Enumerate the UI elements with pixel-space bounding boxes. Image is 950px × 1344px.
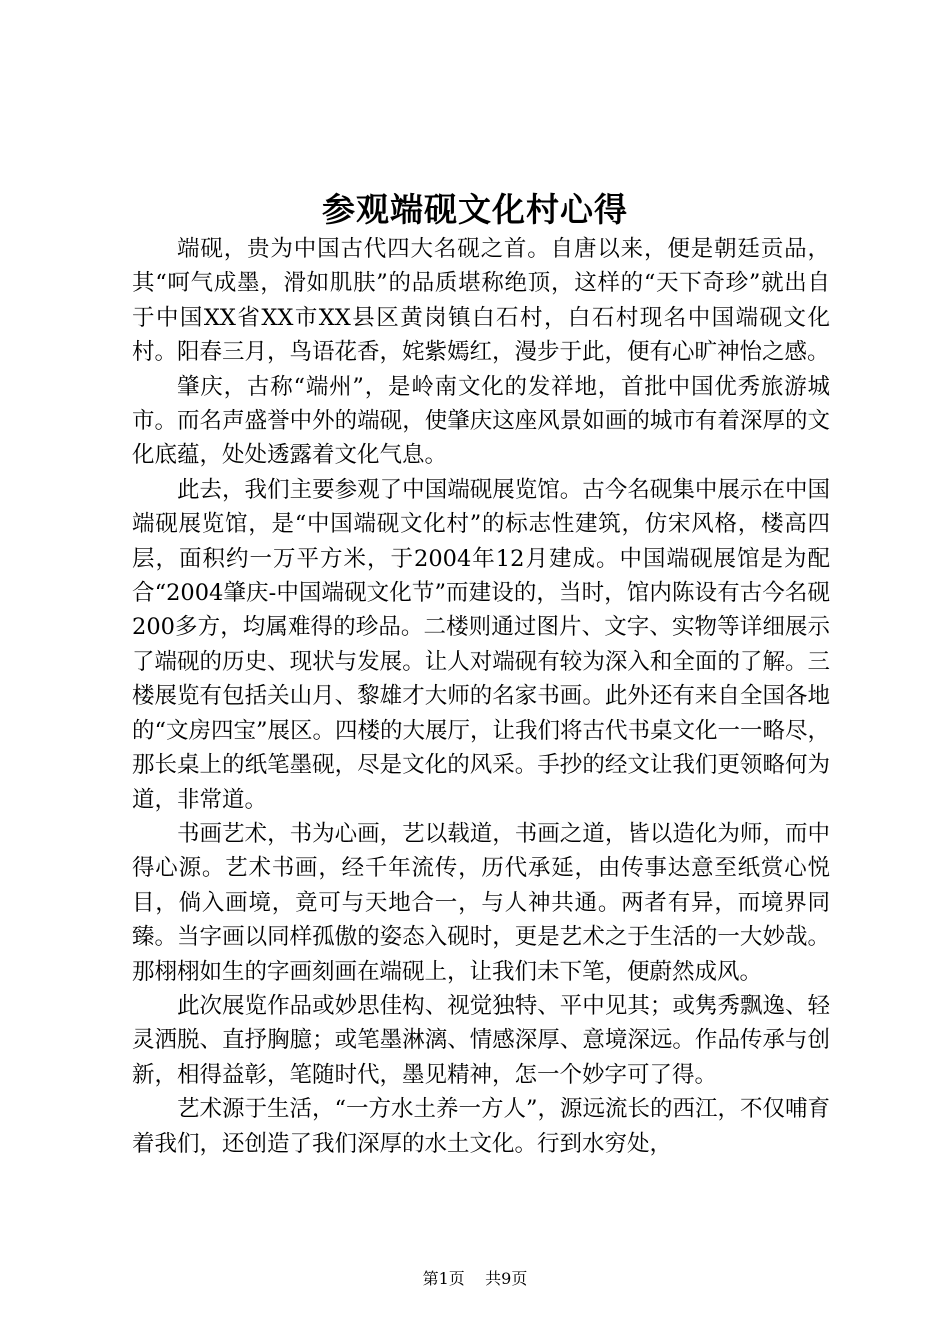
paragraph: 肇庆，古称“端州”，是岭南文化的发祥地，首批中国优秀旅游城市。而名声盛誉中外的端砚，使肇庆这座风景如画的城市有着深厚的文化底蕴，处处透露着文化气息。	[132, 373, 830, 469]
document-title: 参观端砚文化村心得	[322, 190, 628, 229]
paragraph: 此次展览作品或妙思佳构、视觉独特、平中见其；或隽秀飘逸、轻灵洒脱、直抒胸臆；或笔墨淋漓、情感深厚、意境深远。作品传承与创新，相得益彰，笔随时代，墨见精神，怎一个妙字可了得。	[132, 992, 830, 1088]
page-total: 共9页	[485, 1269, 528, 1288]
paragraph: 书画艺术，书为心画，艺以载道，书画之道，皆以造化为师，而中得心源。艺术书画，经千年流传，历代承延，由传事达意至纸赏心悦目，倘入画境，竟可与天地合一，与人神共通。两者有异，而境界同臻。当字画以同样孤傲的姿态入砚时，更是艺术之于生活的一大妙哉。那栩栩如生的字画刻画在端砚上，让我们未下笔，便蔚然成风。	[132, 820, 830, 985]
paragraph: 艺术源于生活，“一方水土养一方人”，源远流长的西江，不仅哺育着我们，还创造了我们深厚的水土文化。行到水穷处，	[132, 1096, 831, 1157]
paragraph: 端砚，贵为中国古代四大名砚之首。自唐以来，便是朝廷贡品，其“呵气成墨，滑如肌肤”的品质堪称绝顶，这样的“天下奇珍”就出自于中国XX省XX市XX县区黄岗镇白石村，白石村现名中国端砚文化村。阳春三月，鸟语花香，姹紫嫣红，漫步于此，便有心旷神怡之感。	[132, 236, 830, 366]
page-spacer	[470, 1269, 480, 1288]
page-footer	[0, 1268, 950, 1290]
document-body	[132, 232, 830, 1161]
page-number: 第1页	[422, 1269, 465, 1288]
paragraph: 此去，我们主要参观了中国端砚展览馆。古今名砚集中展示在中国端砚展览馆，是“中国端砚文化村”的标志性建筑，仿宋风格，楼高四层，面积约一万平方米，于2004年12月建成。中国端砚展馆是为配合“2004肇庆-中国端砚文化节”而建设的，当时，馆内陈设有古今名砚200多方，均属难得的珍品。二楼则通过图片、文字、实物等详细展示了端砚的历史、现状与发展。让人对端砚有较为深入和全面的了解。三楼展览有包括关山月、黎雄才大师的名家书画。此外还有来自全国各地的“文房四宝”展区。四楼的大展厅，让我们将古代书桌文化一一略尽，那长桌上的纸笔墨砚，尽是文化的风采。手抄的经文让我们更领略何为道，非常道。	[132, 476, 831, 813]
